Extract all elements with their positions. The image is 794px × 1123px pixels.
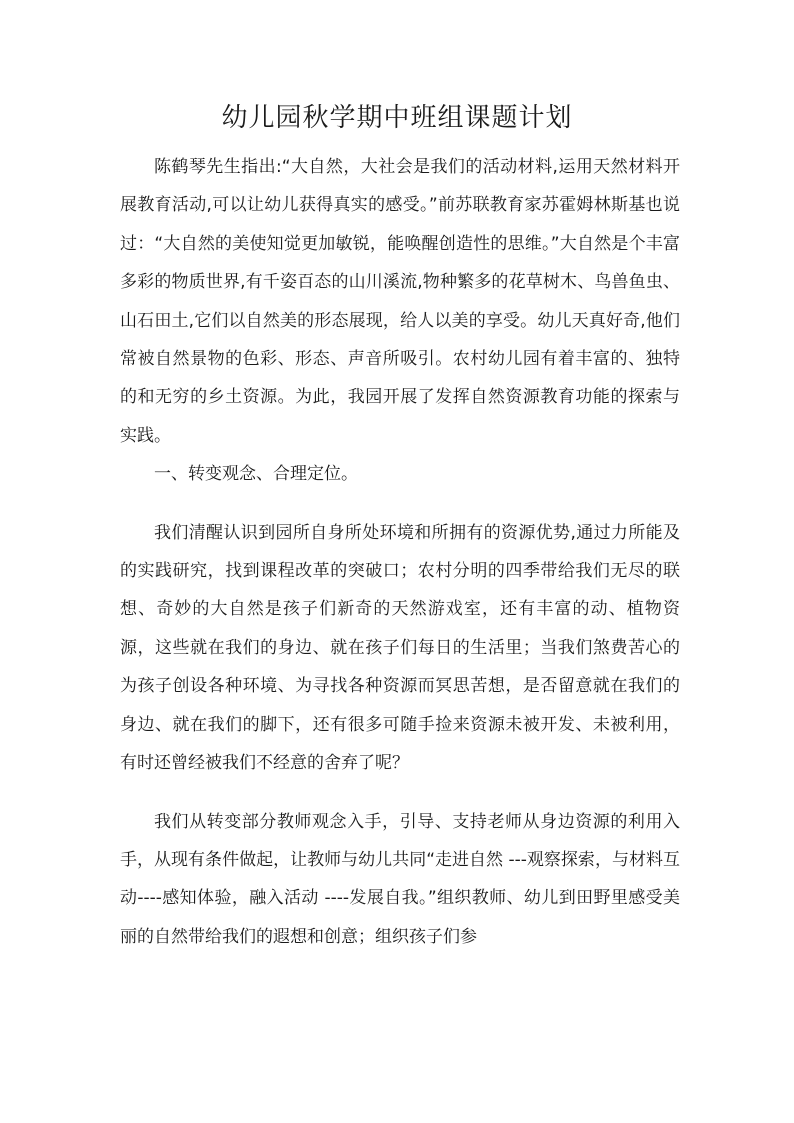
document-body (120, 148, 680, 956)
section-1-paragraph-2: 我们从转变部分教师观念入手，引导、支持老师从身边资源的利用入手，从现有条件做起，让教师与幼儿共同“走进自然 ---观察探索，与材料互动----感知体验，融入活动 ----发展自我。”组织教师、幼儿到田野里感受美丽的自然带给我们的遐想和创意；组织孩子们参 (120, 811, 680, 947)
section-1-paragraph-1: 我们清醒认识到园所自身所处环境和所拥有的资源优势,通过力所能及的实践研究，找到课程改革的突破口；农村分明的四季带给我们无尽的联想、奇妙的大自然是孩子们新奇的天然游戏室，还有丰富的动、植物资源，这些就在我们的身边、就在孩子们每日的生活里；当我们煞费苦心的为孩子创设各种环境、为寻找各种资源而冥思苦想，是否留意就在我们的身边、就在我们的脚下，还有很多可随手捡来资源未被开发、未被利用，有时还曾经被我们不经意的舍弃了呢？ (120, 522, 680, 774)
intro-paragraph: 陈鹤琴先生指出:“大自然，大社会是我们的活动材料,运用天然材料开展教育活动,可以让幼儿获得真实的感受。”前苏联教育家苏霍姆林斯基也说过：“大自然的美使知觉更加敏锐，能唤醒创造性的思维。”大自然是个丰富多彩的物质世界,有千姿百态的山川溪流,物种繁多的花草树木、鸟兽鱼虫、山石田土,它们以自然美的形态展现，给人以美的享受。幼儿天真好奇,他们常被自然景物的色彩、形态、声音所吸引。农村幼儿园有着丰富的、独特的和无穷的乡土资源。为此，我园开展了发挥自然资源教育功能的探索与实践。 (120, 157, 680, 446)
section-heading-1: 一、转变观念、合理定位。 (154, 464, 358, 485)
document-title: 幼儿园秋学期中班组课题计划 (221, 103, 573, 133)
